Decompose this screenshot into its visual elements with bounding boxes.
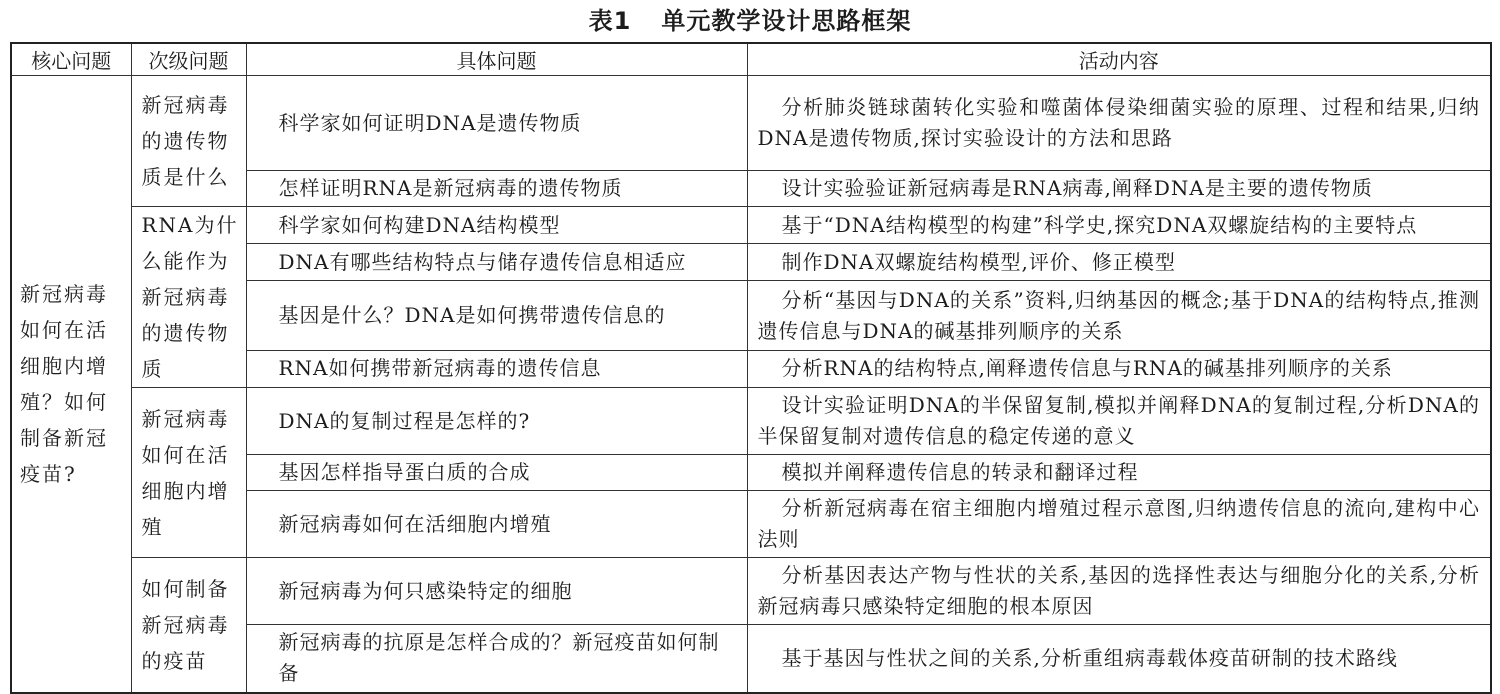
header-sub: 次级问题: [131, 43, 246, 76]
activity-cell: 分析新冠病毒在宿主细胞内增殖过程示意图,归纳遗传信息的流向,建构中心法则: [747, 491, 1491, 558]
table-caption: [0, 4, 1500, 38]
sub-question-cell: 新冠病毒如何在活细胞内增殖: [131, 388, 246, 558]
table-number: 表1: [588, 7, 632, 35]
table-row: [11, 558, 1491, 625]
specific-question-cell: DNA的复制过程是怎样的?: [246, 388, 747, 455]
sub-question-cell: 如何制备新冠病毒的疫苗: [131, 558, 246, 693]
sub-question-cell: RNA为什么能作为新冠病毒的遗传物质: [131, 207, 246, 388]
header-row: [11, 43, 1491, 76]
header-core: 核心问题: [11, 43, 131, 76]
table-row: [11, 207, 1491, 244]
specific-question-cell: 基因怎样指导蛋白质的合成: [246, 455, 747, 491]
activity-cell: 分析“基因与DNA的关系”资料,归纳基因的概念;基于DNA的结构特点,推测遗传信息与DNA的碱基排列顺序的关系: [747, 281, 1491, 350]
table-title: 单元教学设计思路框架: [661, 7, 912, 35]
header-activity: 活动内容: [747, 43, 1491, 76]
activity-cell: 分析基因表达产物与性状的关系,基因的选择性表达与细胞分化的关系,分析新冠病毒只感染特定细胞的根本原因: [747, 558, 1491, 625]
design-framework-table: [10, 42, 1492, 694]
activity-cell: 分析RNA的结构特点,阐释遗传信息与RNA的碱基排列顺序的关系: [747, 350, 1491, 387]
specific-question-cell: 怎样证明RNA是新冠病毒的遗传物质: [246, 171, 747, 207]
specific-question-cell: 基因是什么？DNA是如何携带遗传信息的: [246, 281, 747, 350]
activity-cell: 基于基因与性状之间的关系,分析重组病毒载体疫苗研制的技术路线: [747, 625, 1491, 693]
specific-question-cell: 新冠病毒如何在活细胞内增殖: [246, 491, 747, 558]
core-question-cell: 新冠病毒如何在活细胞内增殖？如何制备新冠疫苗?: [11, 76, 131, 693]
activity-cell: 制作DNA双螺旋结构模型,评价、修正模型: [747, 244, 1491, 281]
specific-question-cell: 新冠病毒为何只感染特定的细胞: [246, 558, 747, 625]
specific-question-cell: 科学家如何证明DNA是遗传物质: [246, 76, 747, 171]
specific-question-cell: DNA有哪些结构特点与储存遗传信息相适应: [246, 244, 747, 281]
activity-cell: 基于“DNA结构模型的构建”科学史,探究DNA双螺旋结构的主要特点: [747, 207, 1491, 244]
specific-question-cell: 新冠病毒的抗原是怎样合成的？新冠疫苗如何制备: [246, 625, 747, 693]
activity-cell: 设计实验验证新冠病毒是RNA病毒,阐释DNA是主要的遗传物质: [747, 171, 1491, 207]
header-specific: 具体问题: [246, 43, 747, 76]
activity-cell: 分析肺炎链球菌转化实验和噬菌体侵染细菌实验的原理、过程和结果,归纳DNA是遗传物质,探讨实验设计的方法和思路: [747, 76, 1491, 171]
sub-question-cell: 新冠病毒的遗传物质是什么: [131, 76, 246, 207]
table-row: [11, 76, 1491, 171]
activity-cell: 设计实验证明DNA的半保留复制,模拟并阐释DNA的复制过程,分析DNA的半保留复制对遗传信息的稳定传递的意义: [747, 388, 1491, 455]
specific-question-cell: RNA如何携带新冠病毒的遗传信息: [246, 350, 747, 387]
table-row: [11, 388, 1491, 455]
specific-question-cell: 科学家如何构建DNA结构模型: [246, 207, 747, 244]
activity-cell: 模拟并阐释遗传信息的转录和翻译过程: [747, 455, 1491, 491]
